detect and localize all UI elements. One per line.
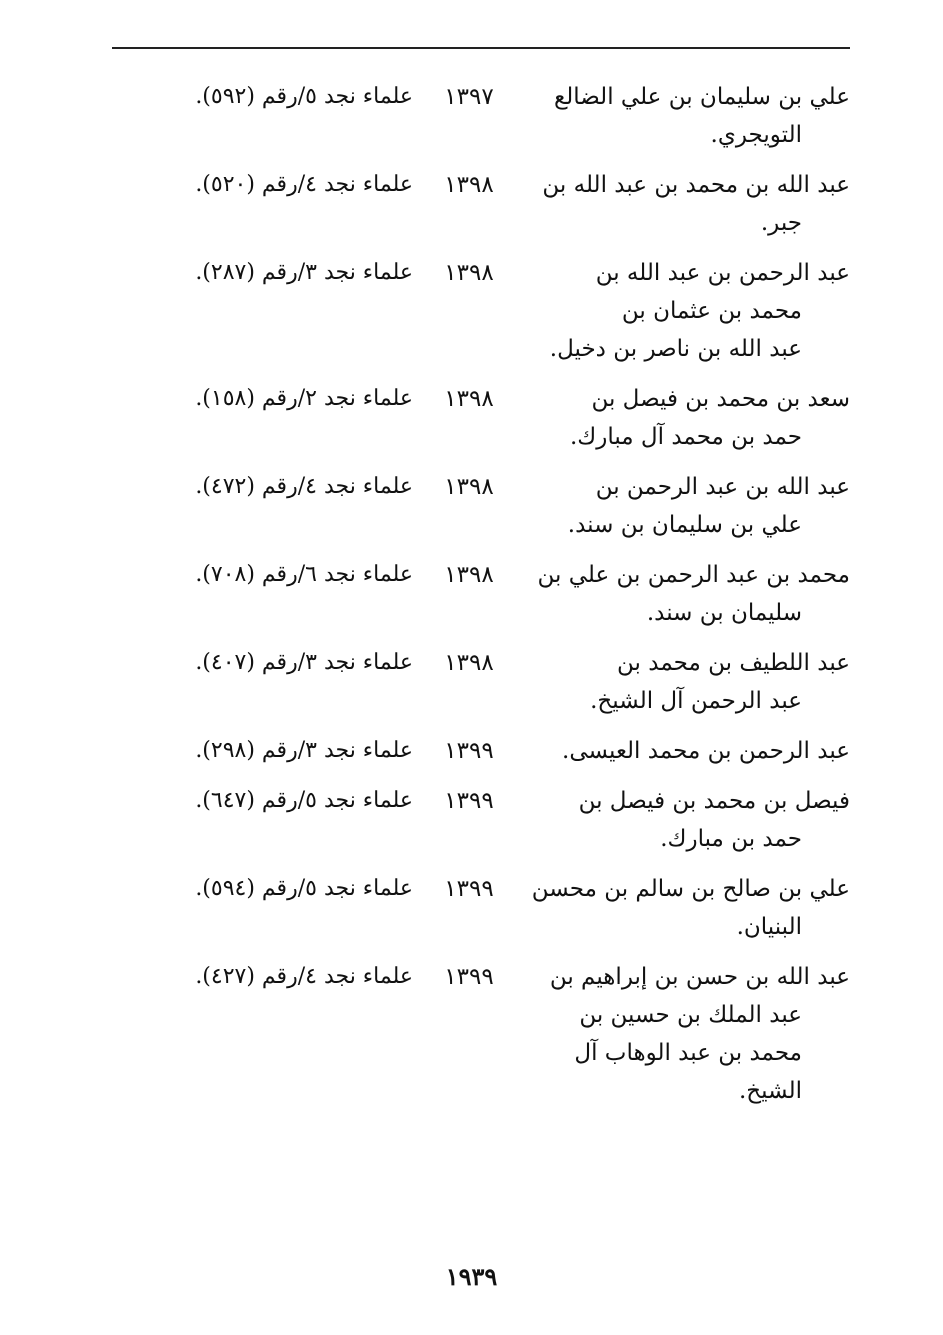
- entry-name: [525, 254, 850, 368]
- entry-name-line: عبد الله بن حسن بن إبراهيم بن: [549, 964, 850, 990]
- entry-year: ١٣٩٨: [444, 172, 494, 198]
- entry-name-line: علي بن سليمان بن علي الضالع: [553, 84, 850, 110]
- entry-row: [150, 78, 850, 154]
- entry-reference: علماء نجد ٤/رقم (٥٢٠).: [195, 172, 413, 197]
- entry-year: ١٣٩٩: [444, 964, 494, 990]
- entry-row: [150, 166, 850, 242]
- entry-name-line: عبد اللطيف بن محمد بن: [617, 650, 850, 676]
- entry-name-line: عبد الرحمن بن محمد العيسى.: [562, 738, 850, 764]
- entry-name-line: التويجري.: [710, 122, 802, 148]
- entry-name-line: عبد الرحمن بن عبد الله بن: [595, 260, 850, 286]
- entry-name: [525, 958, 850, 1110]
- entry-row: [150, 556, 850, 632]
- entry-name-line: عبد الملك بن حسين بن: [579, 1002, 802, 1028]
- entry-name-line: فيصل بن محمد بن فيصل بن: [578, 788, 850, 814]
- entry-list: [150, 78, 850, 1122]
- entry-reference: علماء نجد ٣/رقم (٢٨٧).: [195, 260, 413, 285]
- entry-year: ١٣٩٩: [444, 876, 494, 902]
- entry-row: [150, 870, 850, 946]
- entry-reference: علماء نجد ٥/رقم (٥٩٤).: [195, 876, 413, 901]
- entry-name-line: علي بن سليمان بن سند.: [567, 512, 802, 538]
- entry-reference: علماء نجد ٤/رقم (٤٢٧).: [195, 964, 413, 989]
- entry-name-line: جبر.: [760, 210, 802, 236]
- entry-name: [525, 78, 850, 154]
- entry-name-line: الشيخ.: [738, 1078, 802, 1104]
- entry-reference: علماء نجد ٣/رقم (٤٠٧).: [195, 650, 413, 675]
- entry-name: [525, 644, 850, 720]
- entry-row: [150, 468, 850, 544]
- top-rule: [112, 47, 850, 49]
- entry-year: ١٣٩٨: [444, 260, 494, 286]
- entry-name-line: حمد بن مبارك.: [660, 826, 802, 852]
- entry-name: [525, 468, 850, 544]
- entry-name-line: عبد الرحمن آل الشيخ.: [590, 688, 802, 714]
- page-number: ١٩٣٩: [445, 1262, 498, 1291]
- entry-row: [150, 380, 850, 456]
- entry-name: [525, 556, 850, 632]
- entry-name: [525, 732, 850, 770]
- entry-reference: علماء نجد ٦/رقم (٧٠٨).: [195, 562, 413, 587]
- entry-row: [150, 732, 850, 770]
- entry-reference: علماء نجد ٥/رقم (٥٩٢).: [195, 84, 413, 109]
- entry-name-line: البنيان.: [736, 914, 802, 940]
- entry-year: ١٣٩٩: [444, 788, 494, 814]
- entry-reference: علماء نجد ٤/رقم (٤٧٢).: [195, 474, 413, 499]
- entry-name-line: عبد الله بن ناصر بن دخيل.: [549, 336, 802, 362]
- entry-year: ١٣٩٨: [444, 474, 494, 500]
- entry-row: [150, 782, 850, 858]
- entry-name-line: محمد بن عثمان بن: [621, 298, 802, 324]
- entry-name: [525, 870, 850, 946]
- entry-row: [150, 254, 850, 368]
- entry-name-line: علي بن صالح بن سالم بن محسن: [531, 876, 850, 902]
- entry-name-line: محمد بن عبد الوهاب آل: [574, 1040, 802, 1066]
- entry-row: [150, 644, 850, 720]
- entry-reference: علماء نجد ٥/رقم (٦٤٧).: [195, 788, 413, 813]
- entry-name-line: عبد الله بن عبد الرحمن بن: [595, 474, 850, 500]
- entry-year: ١٣٩٨: [444, 562, 494, 588]
- entry-name: [525, 782, 850, 858]
- entry-name-line: حمد بن محمد آل مبارك.: [569, 424, 802, 450]
- entry-name-line: سعد بن محمد بن فيصل بن: [591, 386, 850, 412]
- entry-row: [150, 958, 850, 1110]
- entry-name-line: محمد بن عبد الرحمن بن علي بن: [537, 562, 850, 588]
- entry-reference: علماء نجد ٢/رقم (١٥٨).: [195, 386, 413, 411]
- entry-name-line: عبد الله بن محمد بن عبد الله بن: [542, 172, 850, 198]
- entry-year: ١٣٩٩: [444, 738, 494, 764]
- entry-name: [525, 380, 850, 456]
- entry-year: ١٣٩٨: [444, 650, 494, 676]
- entry-reference: علماء نجد ٣/رقم (٢٩٨).: [195, 738, 413, 763]
- entry-name-line: سليمان بن سند.: [646, 600, 802, 626]
- entry-year: ١٣٩٨: [444, 386, 494, 412]
- entry-name: [525, 166, 850, 242]
- entry-year: ١٣٩٧: [444, 84, 494, 110]
